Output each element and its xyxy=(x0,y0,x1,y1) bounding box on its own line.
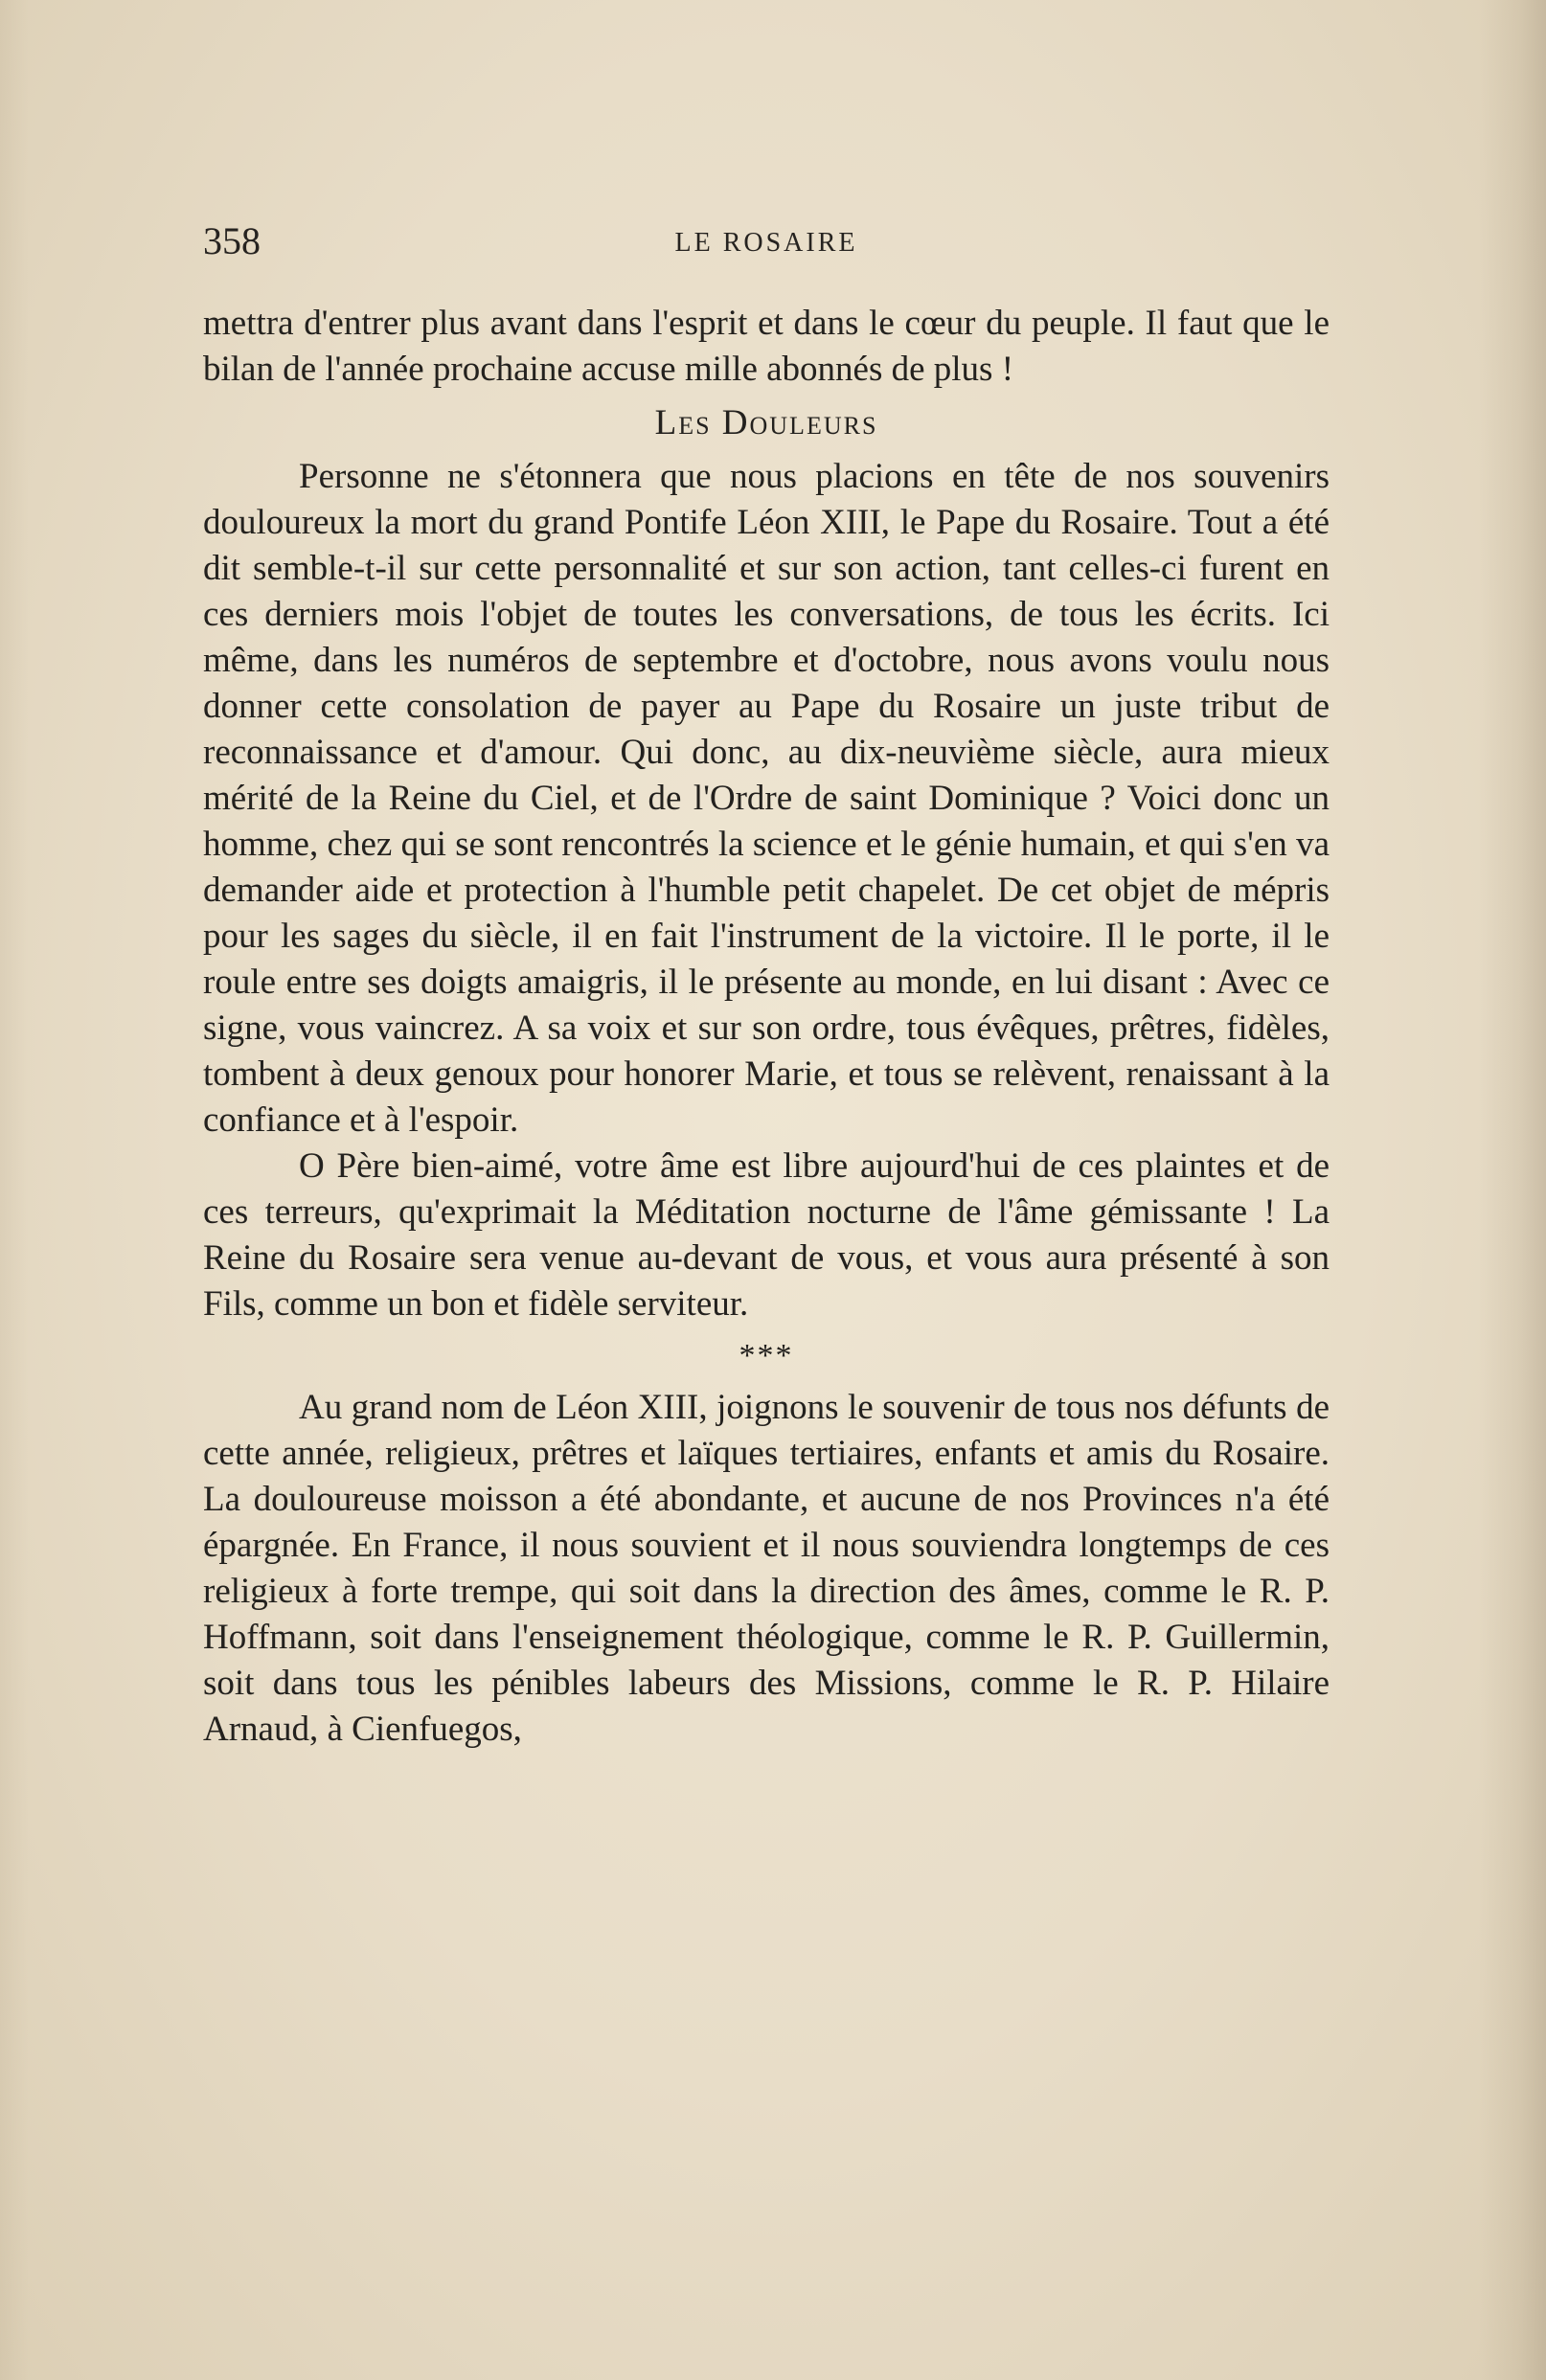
paragraph: Personne ne s'étonnera que nous placions en tête de nos souvenirs douloureux la mort du grand Pontife Léon XIII, le Pape du Rosaire. Tout a été dit semble-t-il sur cette personnalité et sur son action, tant celles-ci furent en ces derniers mois l'objet de toutes les conversations, de tous les écrits. Ici même, dans les numéros de septembre et d'octobre, nous avons voulu nous donner cette consolation de payer au Pape du Rosaire un juste tribut de reconnaissance et d'amour. Qui donc, au dix-neuvième siècle, aura mieux mérité de la Reine du Ciel, et de l'Ordre de saint Dominique ? Voici donc un homme, chez qui se sont rencontrés la science et le génie humain, et qui s'en va demander aide et protection à l'humble petit chapelet. De cet objet de mépris pour les sages du siècle, il en fait l'instrument de la victoire. Il le porte, il le roule entre ses doigts amaigris, il le présente au monde, en lui disant : Avec ce signe, vous vaincrez. A sa voix et sur son ordre, tous évêques, prêtres, fidèles, tombent à deux genoux pour honorer Marie, et tous se relèvent, renaissant à la confiance et à l'espoir. xyxy=(203,457,1330,1140)
paragraph-continuation: mettra d'entrer plus avant dans l'esprit et dans le cœur du peuple. Il faut que le bilan de l'année prochaine accuse mille abonnés de plus ! xyxy=(203,304,1330,389)
section-title: Les Douleurs xyxy=(654,403,878,442)
page-shadow-right xyxy=(1479,0,1546,2380)
page-body xyxy=(203,301,1330,1753)
asterism-separator: *** xyxy=(739,1338,794,1373)
page-header xyxy=(203,218,1330,276)
paragraph: Au grand nom de Léon XIII, joignons le souvenir de tous nos défunts de cette année, religieux, prêtres et laïques tertiaires, enfants et amis du Rosaire. La douloureuse moisson a été abondante, et aucune de nos Provinces n'a été épargnée. En France, il nous souvient et il nous souviendra longtemps de ces religieux à forte trempe, qui soit dans la direction des âmes, comme le R. P. Hoffmann, soit dans l'enseignement théologique, comme le R. P. Guillermin, soit dans tous les pénibles labeurs des Missions, comme le R. P. Hilaire Arnaud, à Cienfuegos, xyxy=(203,1388,1330,1749)
paragraph: O Père bien-aimé, votre âme est libre aujourd'hui de ces plaintes et de ces terreurs, qu'exprimait la Méditation nocturne de l'âme gémissante ! La Reine du Rosaire sera venue au-devant de vous, et vous aura présenté à son Fils, comme un bon et fidèle serviteur. xyxy=(203,1146,1330,1324)
page-shadow-left xyxy=(0,0,29,2380)
page-number: 358 xyxy=(203,219,261,262)
running-head: LE ROSAIRE xyxy=(674,228,858,258)
